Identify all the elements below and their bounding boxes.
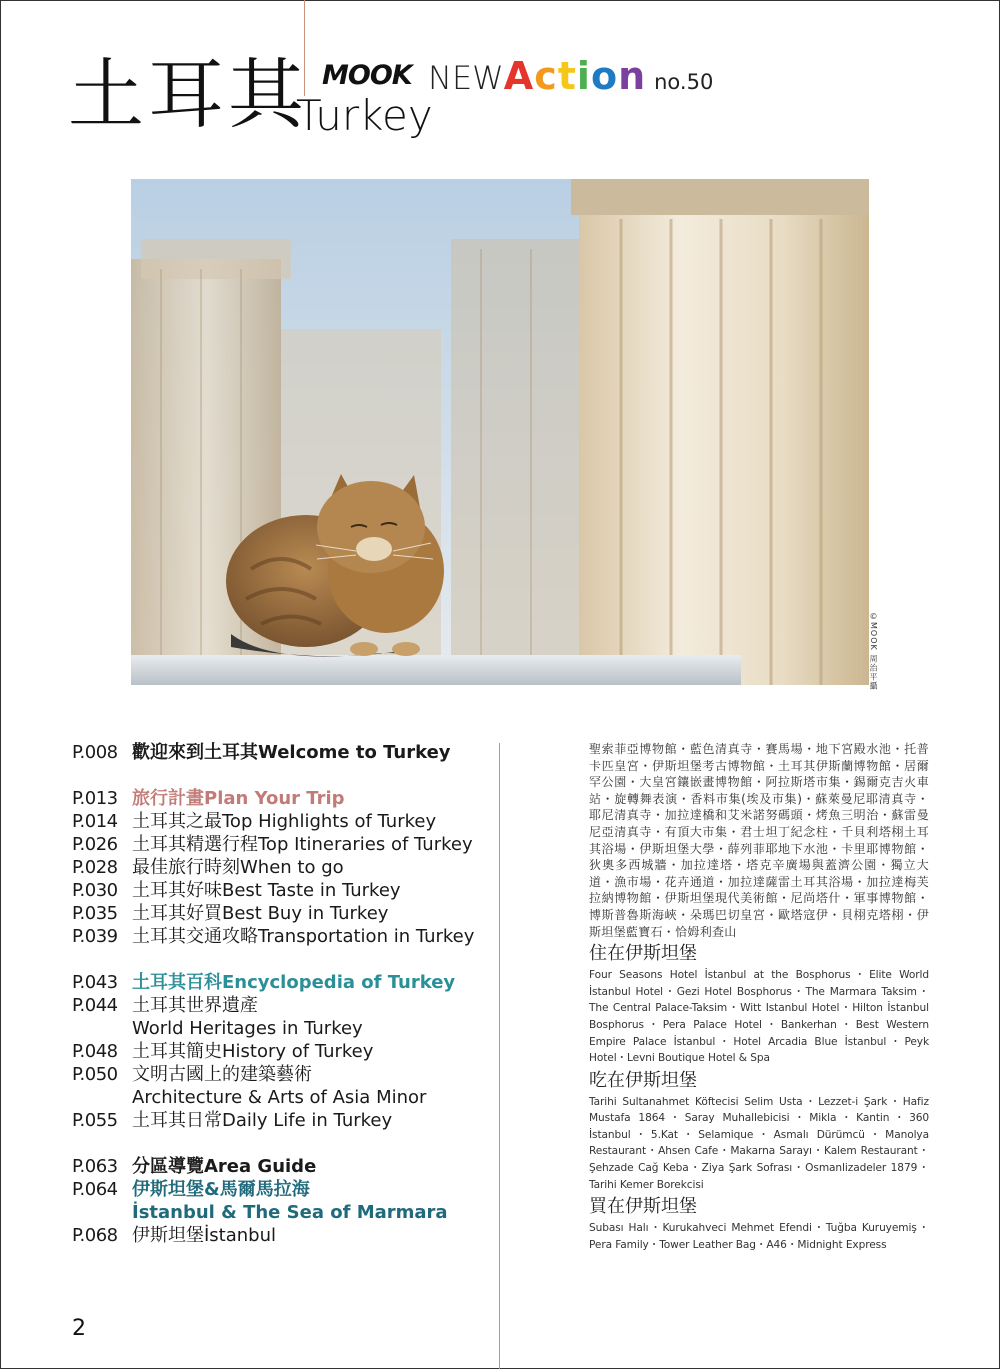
cat-among-columns-illustration: [131, 179, 869, 685]
toc-entry-title: 伊斯坦堡İstanbul: [132, 1225, 277, 1246]
toc-page-number: P.026: [72, 834, 118, 855]
toc-entry[interactable]: [72, 994, 258, 1017]
toc-entry-title: 歡迎來到土耳其Welcome to Turkey: [132, 742, 451, 763]
toc-entry-title: 土耳其世界遺產: [132, 995, 258, 1016]
page-number: 2: [72, 1316, 86, 1341]
page-title-english: Turkey: [296, 91, 433, 140]
toc-page-number: P.064: [72, 1179, 118, 1200]
toc-entry-title: 土耳其之最Top Highlights of Turkey: [132, 811, 437, 832]
toc-entry[interactable]: [72, 1224, 276, 1247]
toc-entry-title: 土耳其交通攻略Transportation in Turkey: [132, 926, 475, 947]
toc-entry[interactable]: [72, 1063, 312, 1086]
cover-photo-cat-columns: [131, 179, 869, 685]
toc-entry[interactable]: [72, 1017, 363, 1040]
column-divider: [499, 743, 500, 1369]
restaurants-list: Tarihi Sultanahmet Köftecisi Selim Usta・Lezzet-i Şark・Hafiz Mustafa 1864・Saray Muhallebicisi・Mikla・Kantin・360 İstanbul・5.Kat・Selamique・Asmalı Dürümcü・Manolya Restaurant・Ahsen Cafe・Makarna Sarayı・Kalem Restaurant・Şehzade Cağ Keba・Ziya Şark Sofrası・Osmanlizadeler 1879・Tarihi Kemer Borekcisi: [589, 1095, 929, 1191]
toc-entry-title: 土耳其簡史History of Turkey: [132, 1041, 374, 1062]
toc-page-number: P.014: [72, 811, 118, 832]
toc-entry[interactable]: [72, 925, 474, 948]
toc-entry[interactable]: [72, 1109, 392, 1132]
series-new: NEW: [428, 59, 504, 97]
series-action-letter: t: [557, 54, 577, 98]
photo-credit: ©MOOK 周治平攝: [869, 612, 878, 691]
mook-logo-text: MOOK: [322, 60, 412, 91]
toc-entry[interactable]: [72, 1201, 448, 1224]
toc-entry-title: 土耳其好買Best Buy in Turkey: [132, 903, 389, 924]
section-heading-shop: 買在伊斯坦堡: [589, 1196, 697, 1218]
toc-entry[interactable]: [72, 879, 401, 902]
toc-page-number: P.039: [72, 926, 118, 947]
toc-entry-title: 伊斯坦堡&馬爾馬拉海: [132, 1179, 310, 1200]
hotels-list: Four Seasons Hotel İstanbul at the Bosphorus・Elite World İstanbul Hotel・Gezi Hotel Bosphorus・The Marmara Taksim・The Central Palace-Taksim・Witt Istanbul Hotel・Hilton İstanbul Bosphorus・Pera Palace Hotel・Bankerhan・Best Western Empire Palace İstanbul・Hotel Arcadia Blue İstanbul・Peyk Hotel・Levni Boutique Hotel & Spa: [589, 969, 929, 1065]
issue-number: no.50: [654, 70, 714, 94]
section-heading-eat: 吃在伊斯坦堡: [589, 1069, 697, 1091]
toc-entry-title: 旅行計畫Plan Your Trip: [132, 788, 345, 809]
toc-entry[interactable]: [72, 1178, 310, 1201]
series-action: [504, 54, 646, 98]
istanbul-listings: [589, 741, 929, 1253]
toc-entry[interactable]: [72, 856, 344, 879]
toc-entry[interactable]: [72, 1086, 426, 1109]
toc-page-number: P.068: [72, 1225, 118, 1246]
toc-entry[interactable]: [72, 833, 473, 856]
toc-page-number: P.048: [72, 1041, 118, 1062]
toc-page-number: P.063: [72, 1156, 118, 1177]
toc-entry-title: 土耳其日常Daily Life in Turkey: [132, 1110, 393, 1131]
shops-list: Subası Halı・Kurukahveci Mehmet Efendi・Tuğba Kuruyemiş・Pera Family・Tower Leather Bag・A46・Midnight Express: [589, 1222, 929, 1251]
series-action-letter: A: [503, 54, 535, 98]
toc-entry-title: İstanbul & The Sea of Marmara: [132, 1202, 448, 1223]
toc-page-number: P.044: [72, 995, 118, 1016]
toc-entry-title: World Heritages in Turkey: [132, 1018, 363, 1039]
toc-entry-title: 土耳其百科Encyclopedia of Turkey: [132, 972, 456, 993]
section-heading-stay: 住在伊斯坦堡: [589, 943, 697, 965]
toc-page-number: P.043: [72, 972, 118, 993]
toc-entry-title: 分區導覽Area Guide: [132, 1156, 317, 1177]
toc-entry[interactable]: [72, 741, 451, 764]
toc-entry-title: 文明古國上的建築藝術: [132, 1064, 312, 1085]
series-action-letter: o: [590, 54, 619, 98]
toc-page-number: P.028: [72, 857, 118, 878]
toc-page-number: P.030: [72, 880, 118, 901]
mook-logo: [322, 60, 412, 91]
toc-entry[interactable]: [72, 1040, 373, 1063]
toc-page-number: P.055: [72, 1110, 118, 1131]
toc-entry-title: 土耳其好味Best Taste in Turkey: [132, 880, 401, 901]
toc-entry-title: 土耳其精選行程Top Itineraries of Turkey: [132, 834, 473, 855]
toc-page-number: P.035: [72, 903, 118, 924]
toc-entry[interactable]: [72, 810, 436, 833]
toc-entry-title: Architecture & Arts of Asia Minor: [132, 1087, 427, 1108]
toc-page-number: P.013: [72, 788, 118, 809]
series-brand: [428, 54, 713, 98]
toc-entry-title: 最佳旅行時刻When to go: [132, 857, 344, 878]
page-title-chinese: 土耳其: [68, 50, 308, 139]
toc-page-number: P.008: [72, 742, 118, 763]
series-action-letter: i: [576, 54, 591, 98]
toc-page-number: P.050: [72, 1064, 118, 1085]
toc-entry[interactable]: [72, 787, 345, 810]
series-action-letter: n: [618, 54, 647, 98]
toc-entry[interactable]: [72, 1155, 316, 1178]
toc-entry[interactable]: [72, 971, 455, 994]
attractions-list: 聖索菲亞博物館・藍色清真寺・賽馬場・地下宮殿水池・托普卡匹皇宮・伊斯坦堡考古博物館・土耳其伊斯蘭博物館・居爾罕公園・大皇宮鑲嵌畫博物館・阿拉斯塔市集・錫爾克吉火車站・旋轉舞表演・香料市集(埃及市集)・蘇萊曼尼耶清真寺・耶尼清真寺・加拉達橋和艾米諾努碼頭・烤魚三明治・蘇雷曼尼亞清真寺・有頂大市集・君士坦丁紀念柱・千貝利塔栩土耳其浴場・伊斯坦堡大學・薛列菲耶地下水池・卡里耶博物館・狄奧多西城牆・加拉達塔・塔克辛廣場與蓋濟公園・獨立大道・漁市場・花卉通道・加拉達薩雷土耳其浴場・加拉達梅芙拉納博物館・伊斯坦堡現代美術館・尼尚塔什・軍事博物館・博斯普魯斯海峽・朵瑪巴切皇宮・歐塔寇伊・貝栩克塔栩・伊斯坦堡藍寶石・恰姆利查山: [589, 742, 929, 939]
series-action-letter: c: [534, 54, 558, 98]
toc-entry[interactable]: [72, 902, 388, 925]
